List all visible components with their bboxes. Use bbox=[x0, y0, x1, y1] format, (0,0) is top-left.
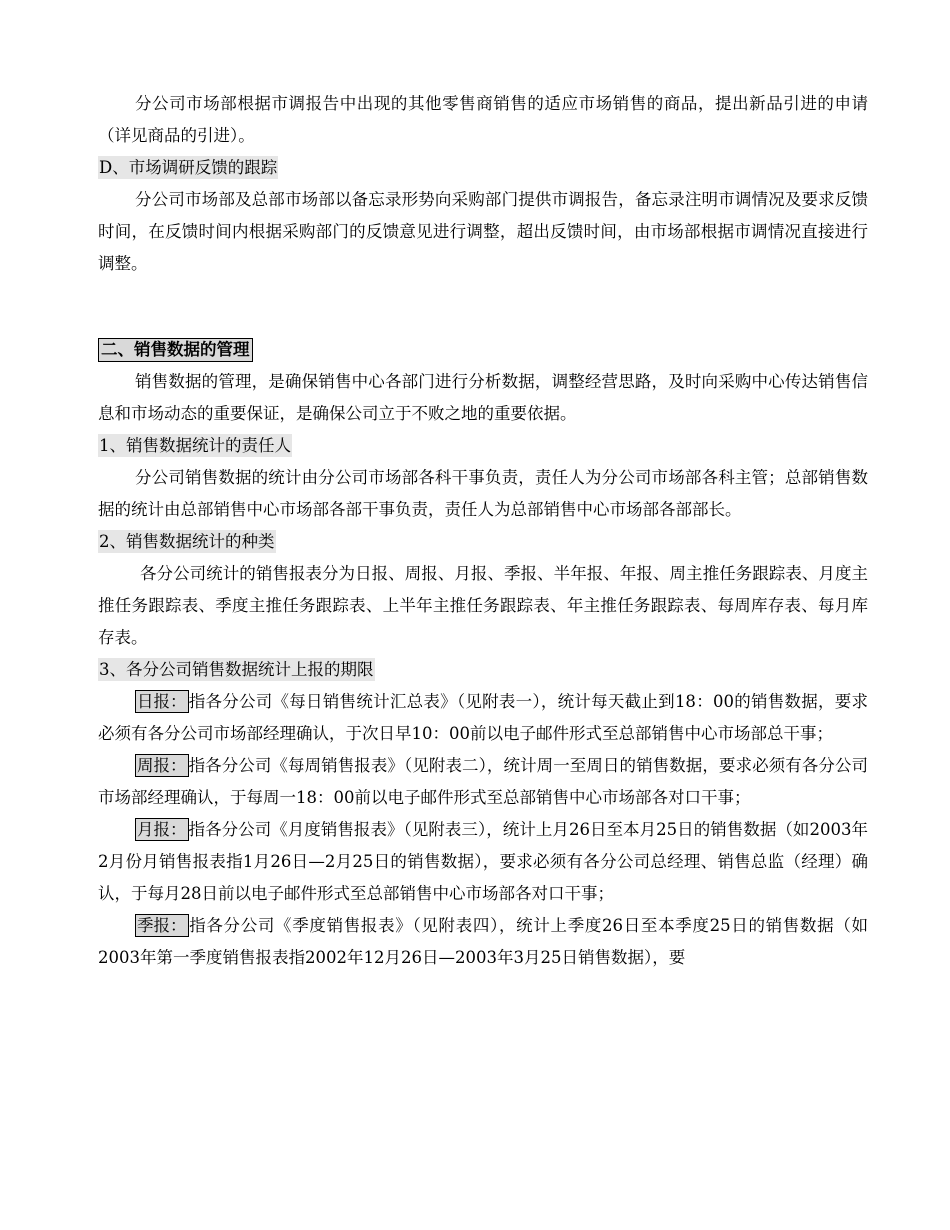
section-title-text: 二、销售数据的管理 bbox=[98, 338, 253, 362]
heading-text: 1、销售数据统计的责任人 bbox=[99, 436, 291, 455]
paragraph-report-types: 各分公司统计的销售报表分为日报、周报、月报、季报、半年报、年报、周主推任务跟踪表、月度主推任务跟踪表、季度主推任务跟踪表、上半年主推任务跟踪表、年主推任务跟踪表、每周库存表、每月库存表。 bbox=[98, 564, 868, 647]
paragraph-monthly-report bbox=[98, 814, 868, 910]
blank-space bbox=[98, 280, 868, 328]
heading-feedback-tracking bbox=[98, 152, 868, 184]
heading-text: 2、销售数据统计的种类 bbox=[99, 532, 275, 551]
heading-report-types bbox=[98, 526, 868, 558]
heading-deadlines bbox=[98, 654, 868, 686]
heading-text: D、市场调研反馈的跟踪 bbox=[99, 158, 278, 177]
document-page bbox=[98, 88, 868, 974]
quarterly-report-text: 指各分公司《季度销售报表》（见附表四），统计上季度26日至本季度25日的销售数据（如2003年第一季度销售报表指2002年12月26日—2003年3月25日销售数据），要 bbox=[98, 916, 868, 967]
section-title-sales-data bbox=[98, 334, 868, 366]
paragraph-responsible: 分公司销售数据的统计由分公司市场部各科干事负责，责任人为分公司市场部各科主管；总部销售数据的统计由总部销售中心市场部各部干事负责，责任人为总部销售中心市场部各部部长。 bbox=[98, 468, 868, 519]
monthly-report-tag: 月报： bbox=[137, 820, 187, 839]
daily-report-tag: 日报： bbox=[137, 692, 187, 711]
paragraph-new-product: 分公司市场部根据市调报告中出现的其他零售商销售的适应市场销售的商品，提出新品引进的申请（详见商品的引进）。 bbox=[98, 94, 868, 145]
paragraph-daily-report bbox=[98, 686, 868, 750]
paragraph-intro: 销售数据的管理，是确保销售中心各部门进行分析数据，调整经营思路，及时向采购中心传达销售信息和市场动态的重要保证，是确保公司立于不败之地的重要依据。 bbox=[98, 372, 868, 423]
quarterly-report-tag: 季报： bbox=[137, 916, 187, 935]
daily-report-text: 指各分公司《每日销售统计汇总表》（见附表一），统计每天截止到18：00的销售数据，要求必须有各分公司市场部经理确认，于次日早10：00前以电子邮件形式至总部销售中心市场部总干事； bbox=[98, 692, 868, 743]
monthly-report-text: 指各分公司《月度销售报表》（见附表三），统计上月26日至本月25日的销售数据（如2003年2月份月销售报表指1月26日—2月25日的销售数据），要求必须有各分公司总经理、销售总监（经理）确认，于每月28日前以电子邮件形式至总部销售中心市场部各对口干事； bbox=[98, 820, 868, 903]
weekly-report-tag: 周报： bbox=[137, 756, 187, 775]
heading-text: 3、各分公司销售数据统计上报的期限 bbox=[99, 660, 374, 679]
heading-responsible bbox=[98, 430, 868, 462]
paragraph-weekly-report bbox=[98, 750, 868, 814]
paragraph-feedback: 分公司市场部及总部市场部以备忘录形势向采购部门提供市调报告，备忘录注明市调情况及要求反馈时间，在反馈时间内根据采购部门的反馈意见进行调整，超出反馈时间，由市场部根据市调情况直接进行调整。 bbox=[98, 190, 868, 273]
paragraph-quarterly-report bbox=[98, 910, 868, 974]
weekly-report-text: 指各分公司《每周销售报表》（见附表二），统计周一至周日的销售数据，要求必须有各分公司市场部经理确认，于每周一18：00前以电子邮件形式至总部销售中心市场部各对口干事； bbox=[98, 756, 868, 807]
